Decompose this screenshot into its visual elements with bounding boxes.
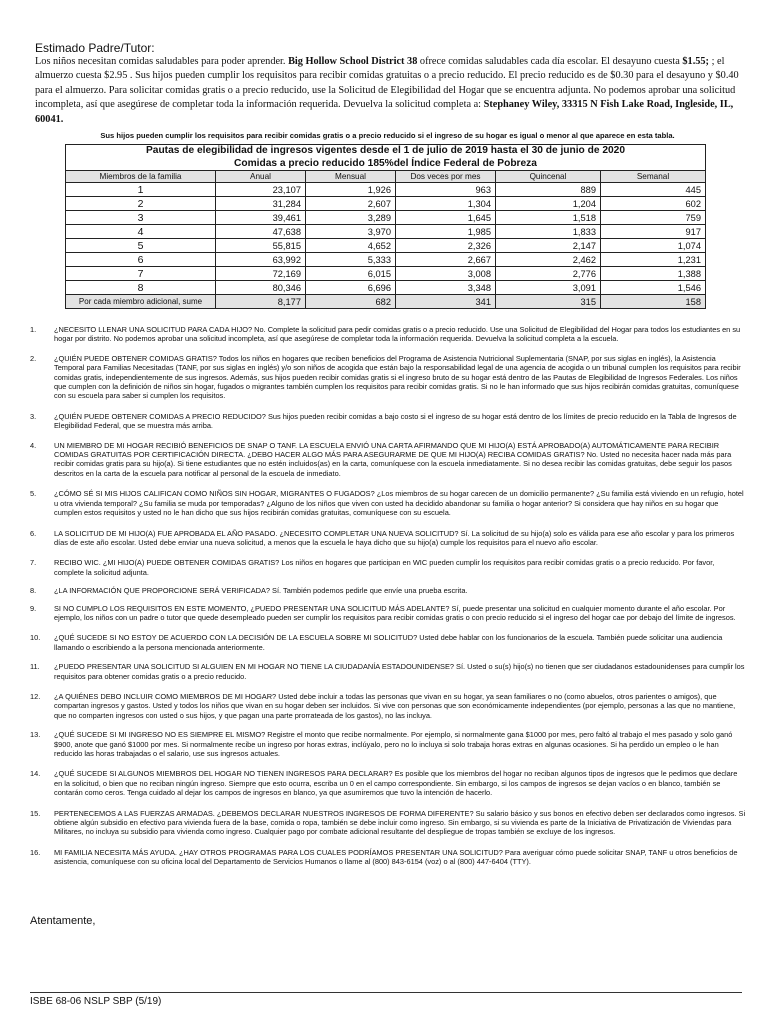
faq-item	[30, 529, 746, 548]
faq-number: 2.	[30, 353, 37, 363]
twice-monthly-cell: 2,326	[396, 239, 496, 253]
extra-monthly: 682	[306, 295, 396, 309]
weekly-cell: 1,546	[601, 281, 706, 295]
biweekly-cell: 889	[496, 183, 601, 197]
faq-item	[30, 633, 746, 652]
extra-member-label: Por cada miembro adicional, sume	[66, 295, 216, 309]
intro-segment: ; el almuerzo cuesta $2.95 . Sus hijos pueden cumplir los requisitos para recibir comidas gratuitas o a precio reducido. El precio reducido es de $0.30 para el desayuno y $0.40 para el almuerzo. Para solicitar comidas gratis o a precio reducido, use la Solicitud de Elegibilidad del Hogar que se encuentra adjunta. No podemos aprobar una solicitud incompleta, así que asegúrese de completar toda la información requerida. Devuelva la solicitud completa a:	[35, 56, 739, 111]
faq-text: PERTENECEMOS A LAS FUERZAS ARMADAS. ¿DEBEMOS DECLARAR NUESTROS INGRESOS DE FORMA DIFERENTE? Su salario básico y sus bonos en efectivo deben ser declarados como ingresos. Si obtiene algún subsidio en efectivo para vivienda fuera de la base, comida o ropa, también se debe incluir como ingreso. Sin embargo, si su vivienda es parte de la Iniciativa de Privatización de Viviendas para Militares, no incluya su subsidio para vivienda como ingreso. Cualquier pago por combate adicional resultante del despliegue de tropas también se excluye de los ingresos.	[54, 808, 746, 837]
extra-annual: 8,177	[216, 295, 306, 309]
footer-divider	[30, 992, 742, 993]
column-header: Anual	[216, 171, 306, 183]
faq-text: ¿CÓMO SÉ SI MIS HIJOS CALIFICAN COMO NIÑOS SIN HOGAR, MIGRANTES O FUGADOS? ¿Los miembros de su hogar carecen de un domicilio permanente? ¿Su familia está viviendo en un refugio, hotel u otra vivienda temporal? ¿Su familia se muda por temporadas? ¿Alguno de los niños que viven con usted ha decidido abandonar su familia o hogar anterior? Si considera que hay niños en su hogar que cumplen estos requisitos y usted no le han dicho que sus hijos recibirán comidas gratuitas, comuníquese con su escuela.	[54, 489, 744, 518]
twice-monthly-cell: 3,008	[396, 267, 496, 281]
faq-number: 16.	[30, 847, 41, 857]
twice-monthly-cell: 1,304	[396, 197, 496, 211]
annual-cell: 80,346	[216, 281, 306, 295]
biweekly-cell: 2,462	[496, 253, 601, 267]
faq-number: 10.	[30, 633, 41, 643]
monthly-cell: 2,607	[306, 197, 396, 211]
intro-breakfast-price: $1.55;	[682, 56, 709, 67]
faq-item	[30, 325, 746, 344]
faq-text: ¿NECESITO LLENAR UNA SOLICITUD PARA CADA HIJO? No. Complete la solicitud para pedir comidas gratis o a precio reducido. Use una Solicitud de Elegibilidad del Hogar para todos los estudiantes en su hogar por distrito. No podemos aprobar una solicitud incompleta, así que asegúrese de completar toda la información requerida. Devuelva la solicitud completa a la escuela.	[54, 325, 741, 344]
faq-item	[30, 809, 746, 837]
faq-item	[30, 604, 746, 623]
monthly-cell: 1,926	[306, 183, 396, 197]
intro-segment: Los niños necesitan comidas saludables para poder aprender.	[35, 56, 289, 67]
income-eligibility-table	[65, 144, 706, 309]
faq-item	[30, 412, 746, 431]
faq-number: 14.	[30, 769, 41, 779]
weekly-cell: 1,074	[601, 239, 706, 253]
faq-text: ¿LA INFORMACIÓN QUE PROPORCIONE SERÁ VERIFICADA? Sí. También podemos pedirle que envíe una prueba escrita.	[54, 586, 468, 596]
annual-cell: 55,815	[216, 239, 306, 253]
table-row	[66, 225, 706, 239]
biweekly-cell: 2,776	[496, 267, 601, 281]
faq-text: ¿QUÉ SUCEDE SI MI INGRESO NO ES SIEMPRE EL MISMO? Registre el monto que recibe normalmente. Por ejemplo, si normalmente gana $1000 por mes, pero faltó al trabajo el mes pasado y solo ganó $900, anote que ganó $1000 por mes. Si normalmente recibe un ingreso por horas extras, inclúyalo, pero no lo incluya si solo trabaja horas extras en algunas ocasiones. Si ha perdido un empleo o le han reducido las horas trabajadas o el salario, use sus ingresos actuales.	[54, 730, 733, 758]
faq-number: 6.	[30, 528, 37, 538]
faq-number: 4.	[30, 440, 37, 450]
letter-intro	[35, 55, 740, 127]
faq-text: ¿QUÉ SUCEDE SI NO ESTOY DE ACUERDO CON LA DECISIÓN DE LA ESCUELA SOBRE MI SOLICITUD? Usted debe hablar con los funcionarios de la escuela. También puede solicitar una audiencia llamando o escribiendo a la persona mencionada anteriormente.	[54, 633, 723, 652]
faq-list	[30, 325, 746, 867]
monthly-cell: 5,333	[306, 253, 396, 267]
table-subtitle: Comidas a precio reducido 185%del Índice Federal de Pobreza	[66, 157, 706, 171]
monthly-cell: 3,289	[306, 211, 396, 225]
table-row	[66, 267, 706, 281]
faq-text: ¿QUIÉN PUEDE OBTENER COMIDAS A PRECIO REDUCIDO? Sus hijos pueden recibir comidas a bajo costo si el ingreso de su hogar está dentro de los límites de precio reducido en la Tabla de Ingresos de Elegibilidad Federal, que se muestra más arriba.	[54, 411, 737, 431]
faq-text: LA SOLICITUD DE MI HIJO(A) FUE APROBADA EL AÑO PASADO. ¿NECESITO COMPLETAR UNA NUEVA SOLICITUD? Sí. La solicitud de su hijo(a) solo es válida para ese año escolar y para los primeros días de este año escolar. Usted debe enviar una nueva solicitud, a menos que la escuela le haya dicho que su hijo(a) cumple los requisitos para el nuevo año escolar.	[54, 528, 735, 547]
household-size-cell: 3	[66, 211, 216, 225]
faq-number: 11.	[30, 662, 40, 672]
letter-greeting: Estimado Padre/Tutor:	[35, 41, 155, 55]
faq-number: 7.	[30, 558, 37, 568]
table-row	[66, 183, 706, 197]
column-header: Semanal	[601, 171, 706, 183]
twice-monthly-cell: 963	[396, 183, 496, 197]
household-size-cell: 1	[66, 183, 216, 197]
intro-district-name: Big Hollow School District 38	[288, 56, 418, 67]
faq-number: 12.	[30, 691, 41, 701]
biweekly-cell: 1,204	[496, 197, 601, 211]
twice-monthly-cell: 1,985	[396, 225, 496, 239]
weekly-cell: 917	[601, 225, 706, 239]
faq-text: ¿A QUIÉNES DEBO INCLUIR COMO MIEMBROS DE MI HOGAR? Usted debe incluir a todas las personas que vivan en su hogar, ya sean familiares o no (como abuelos, otros parientes o amigos), que compartan ingresos y gastos. Usted y todos los niños que vivan en su hogar deben ser incluidos. Si vive con personas que son económicamente independientes (por ejemplo, personas a las que no mantiene, que no comparten ingresos con usted o sus hijos, y que pagan una parte prorrateada de los gastos), no las incluya.	[54, 691, 736, 720]
faq-number: 8.	[30, 586, 37, 596]
faq-text: UN MIEMBRO DE MI HOGAR RECIBIÓ BENEFICIOS DE SNAP O TANF. LA ESCUELA ENVIÓ UNA CARTA AFIRMANDO QUE MI HIJO(A) ESTÁ APROBADO(A) AUTOMÁTICAMENTE PARA RECIBIR COMIDAS GRATUITAS POR CERTIFICACIÓN DIRECTA. ¿DEBO HACER ALGO MÁS PARA ASEGURARME DE QUE MI HIJO(A) RECIBA COMIDAS GRATIS? No. Usted no necesita hacer nada más para recibir comidas gratis para su hijo(a). Si tiene estudiantes que no estén incluidos(as) en la carta, comuníquese con la escuela inmediatamente. Si no desea recibir las comidas gratuitas, debe seguir los pasos descritos en la carta de la escuela para notificar al personal de la escuela de inmediato.	[54, 440, 732, 478]
faq-item	[30, 662, 746, 681]
household-size-cell: 8	[66, 281, 216, 295]
table-body	[66, 183, 706, 295]
household-size-cell: 7	[66, 267, 216, 281]
household-size-cell: 5	[66, 239, 216, 253]
faq-item	[30, 558, 746, 577]
annual-cell: 23,107	[216, 183, 306, 197]
form-footer: ISBE 68-06 NSLP SBP (5/19)	[30, 996, 162, 1007]
table-row	[66, 281, 706, 295]
table-row	[66, 253, 706, 267]
biweekly-cell: 3,091	[496, 281, 601, 295]
faq-number: 3.	[30, 411, 37, 421]
annual-cell: 72,169	[216, 267, 306, 281]
weekly-cell: 445	[601, 183, 706, 197]
faq-number: 15.	[30, 808, 41, 818]
faq-item	[30, 692, 746, 720]
extra-biweekly: 315	[496, 295, 601, 309]
biweekly-cell: 1,833	[496, 225, 601, 239]
faq-item	[30, 489, 746, 517]
table-title: Pautas de elegibilidad de ingresos vigentes desde el 1 de julio de 2019 hasta el 30 de junio de 2020	[66, 145, 706, 158]
twice-monthly-cell: 2,667	[396, 253, 496, 267]
faq-text: ¿QUIÉN PUEDE OBTENER COMIDAS GRATIS? Todos los niños en hogares que reciben beneficios del Programa de Asistencia Nutricional Suplementaria (SNAP, por sus siglas en inglés), la Asistencia Temporal para Familias Necesitadas (TANF, por sus siglas en inglés) y/o son niños de acogida que están bajo la responsabilidad legal de una agencia de acogida o un tribunal cumplen los requisitos para recibir comidas gratis, independientemente de sus ingresos. Además, sus hijos pueden recibir comidas gratis si el ingreso bruto de su hogar está dentro de las Pautas de Elegibilidad de Ingresos Federales. Los niños que cumplen con la definición de niños sin hogar, fugados o migrantes también cumplen los requisitos para recibir comidas gratis. Si no le han informado que sus hijos recibirán comidas gratuitas, comuníquese con su escuela para saber si cumplen los requisitos.	[54, 353, 741, 401]
faq-text: SI NO CUMPLO LOS REQUISITOS EN ESTE MOMENTO, ¿PUEDO PRESENTAR UNA SOLICITUD MÁS ADELANTE? Sí, puede presentar una solicitud en cualquier momento durante el año escolar. Por ejemplo, los niños con un padre o tutor que quede desempleado pueden ser cumplir los requisitos para recibir comidas gratis o con precio reducido si el ingreso del hogar cae por debajo del límite de ingresos.	[54, 603, 736, 622]
column-header: Mensual	[306, 171, 396, 183]
biweekly-cell: 1,518	[496, 211, 601, 225]
monthly-cell: 3,970	[306, 225, 396, 239]
column-header: Dos veces por mes	[396, 171, 496, 183]
faq-text: ¿QUÉ SUCEDE SI ALGUNOS MIEMBROS DEL HOGAR NO TIENEN INGRESOS PARA DECLARAR? Es posible que los miembros del hogar no reciban algunos tipos de ingresos que le pedimos que declare en la solicitud, o bien que no reciban ningún ingreso. Siempre que esto ocurra, escriba un 0 en el campo correspondiente. Sin embargo, si los campos de ingresos se dejan vacíos o en blanco, también se contarán como ceros. Tenga cuidado al dejar los campos de ingresos en blanco, ya que asumiremos que tuvo la intención de hacerlo.	[54, 769, 738, 798]
faq-item	[30, 730, 746, 758]
twice-monthly-cell: 1,645	[396, 211, 496, 225]
intro-return-address: Stephaney Wiley, 33315 N Fish Lake Road, Ingleside, IL, 60041.	[35, 99, 734, 125]
faq-number: 5.	[30, 489, 37, 499]
monthly-cell: 6,696	[306, 281, 396, 295]
monthly-cell: 6,015	[306, 267, 396, 281]
household-size-cell: 4	[66, 225, 216, 239]
faq-text: RECIBO WIC. ¿MI HIJO(A) PUEDE OBTENER COMIDAS GRATIS? Los niños en hogares que participan en WIC pueden cumplir los requisitos para recibir comidas gratis o a precio reducido. Por favor, complete la solicitud adjunta.	[54, 558, 715, 577]
annual-cell: 31,284	[216, 197, 306, 211]
faq-item	[30, 441, 746, 479]
weekly-cell: 1,388	[601, 267, 706, 281]
extra-twice-monthly: 341	[396, 295, 496, 309]
annual-cell: 63,992	[216, 253, 306, 267]
faq-text: ¿PUEDO PRESENTAR UNA SOLICITUD SI ALGUIEN EN MI HOGAR NO TIENE LA CIUDADANÍA ESTADOUNIDENSE? Sí. Usted o su(s) hijo(s) no tienen que ser ciudadanos estadounidenses para cumplir los requisitos para obtener comidas gratis o a precio reducido.	[54, 662, 745, 681]
twice-monthly-cell: 3,348	[396, 281, 496, 295]
faq-number: 13.	[30, 730, 41, 740]
table-row	[66, 197, 706, 211]
closing: Atentamente,	[30, 915, 96, 927]
column-header: Quincenal	[496, 171, 601, 183]
faq-item	[30, 354, 746, 401]
extra-member-row	[66, 295, 706, 309]
eligibility-note: Sus hijos pueden cumplir los requisitos para recibir comidas gratis o a precio reducido si el ingreso de su hogar es igual o menor al que aparece en esta tabla.	[100, 131, 675, 140]
weekly-cell: 1,231	[601, 253, 706, 267]
annual-cell: 47,638	[216, 225, 306, 239]
weekly-cell: 759	[601, 211, 706, 225]
column-header: Miembros de la familia	[66, 171, 216, 183]
faq-number: 1.	[30, 325, 37, 334]
faq-number: 9.	[30, 603, 37, 613]
annual-cell: 39,461	[216, 211, 306, 225]
monthly-cell: 4,652	[306, 239, 396, 253]
weekly-cell: 602	[601, 197, 706, 211]
table-row	[66, 239, 706, 253]
faq-text: MI FAMILIA NECESITA MÁS AYUDA. ¿HAY OTROS PROGRAMAS PARA LOS CUALES PODRÍAMOS PRESENTAR UNA SOLICITUD? Para averiguar cómo puede solicitar SNAP, TANF u otros beneficios de asistencia, comuníquese con su oficina local del Departamento de Servicios Humanos o llame al (800) 843-6154 (voz) o al (800) 447-6404 (TTY).	[54, 847, 738, 867]
faq-item	[30, 848, 746, 867]
intro-segment: ofrece comidas saludables cada día escolar. El desayuno cuesta	[417, 56, 683, 67]
table-row	[66, 211, 706, 225]
extra-weekly: 158	[601, 295, 706, 309]
faq-item	[30, 586, 746, 595]
household-size-cell: 2	[66, 197, 216, 211]
household-size-cell: 6	[66, 253, 216, 267]
faq-item	[30, 769, 746, 797]
biweekly-cell: 2,147	[496, 239, 601, 253]
